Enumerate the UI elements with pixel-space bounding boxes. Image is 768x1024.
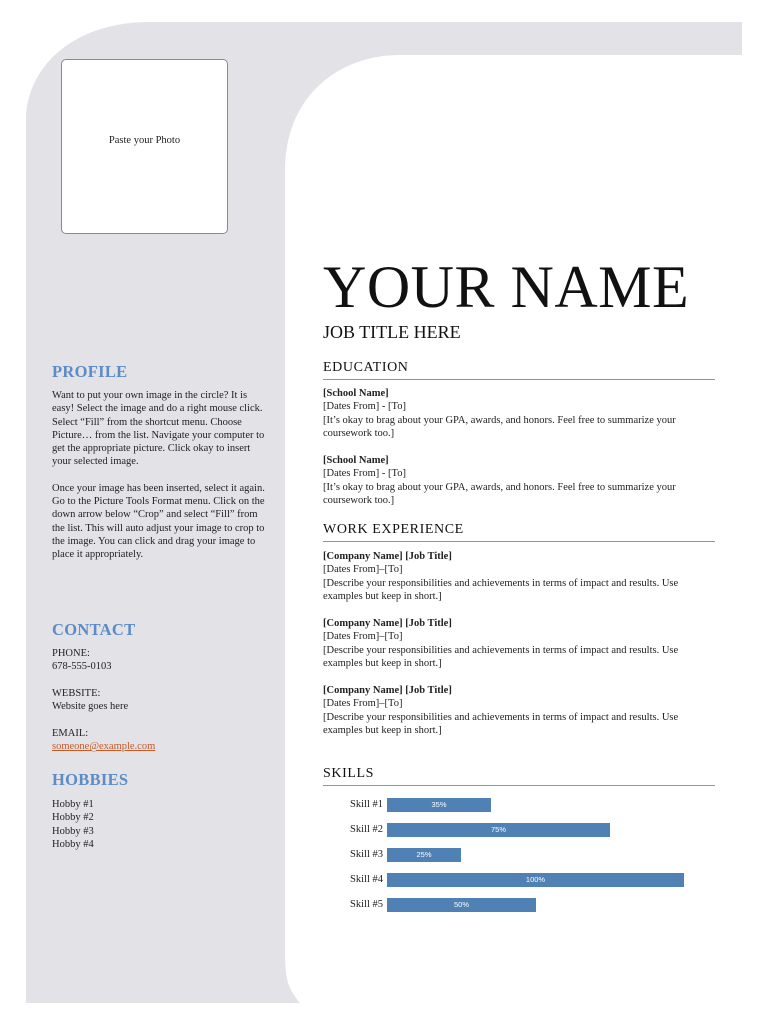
contact-heading: CONTACT — [52, 620, 136, 639]
hobby-item: Hobby #2 — [52, 812, 94, 824]
skill-label: Skill #5 — [350, 899, 383, 910]
work-dates: [Dates From]–[To] — [323, 631, 403, 643]
education-description: [It’s okay to brag about your GPA, awards, and honors. Feel free to summarize your coursework too.] — [323, 414, 676, 439]
education-description: [It’s okay to brag about your GPA, awards, and honors. Feel free to summarize your coursework too.] — [323, 481, 676, 506]
phone-label: PHONE: — [52, 648, 90, 659]
work-description: [Describe your responsibilities and achievements in terms of impact and results. Use examples but keep in short.] — [323, 644, 679, 669]
website-value: Website goes here — [52, 701, 129, 713]
email-label: EMAIL: — [52, 728, 89, 739]
skill-bar: 25% — [387, 848, 461, 862]
work-entry — [323, 617, 718, 670]
education-dates: [Dates From] - [To] — [323, 401, 406, 413]
education-heading: EDUCATION — [323, 360, 715, 380]
skill-label: Skill #4 — [350, 874, 383, 885]
work-dates: [Dates From]–[To] — [323, 564, 403, 576]
company-job-title: [Company Name] [Job Title] — [323, 618, 452, 629]
photo-placeholder[interactable] — [61, 59, 228, 234]
education-entry — [323, 387, 718, 440]
skill-bar: 50% — [387, 898, 536, 912]
work-description: [Describe your responsibilities and achievements in terms of impact and results. Use examples but keep in short.] — [323, 711, 679, 736]
hobby-list — [52, 798, 94, 851]
phone-value: 678-555-0103 — [52, 661, 112, 673]
skill-label: Skill #1 — [350, 799, 383, 810]
skills-heading: SKILLS — [323, 766, 715, 786]
profile-text — [52, 389, 267, 562]
job-title: JOB TITLE HERE — [323, 322, 461, 342]
skill-label: Skill #2 — [350, 824, 383, 835]
hobby-item: Hobby #4 — [52, 838, 94, 850]
photo-placeholder-text: Paste your Photo — [108, 135, 181, 146]
education-entry — [323, 454, 718, 507]
email-link[interactable]: someone@example.com — [52, 741, 156, 753]
hobby-item: Hobby #3 — [52, 825, 94, 837]
website-label: WEBSITE: — [52, 688, 101, 699]
company-job-title: [Company Name] [Job Title] — [323, 551, 452, 562]
work-experience-heading: WORK EXPERIENCE — [323, 522, 715, 542]
work-description: [Describe your responsibilities and achievements in terms of impact and results. Use examples but keep in short.] — [323, 577, 679, 602]
contact-email — [52, 727, 155, 754]
skill-bar: 100% — [387, 873, 684, 887]
skill-bar: 35% — [387, 798, 491, 812]
hobby-item: Hobby #1 — [52, 799, 94, 810]
profile-paragraph-2: Once your image has been inserted, select it again. Go to the Picture Tools Format menu. Click on the down arrow below “Crop” and select “Fill” from the list. This will auto adjust your image to crop to the image. You can click and drag your image to place it appropriately. — [52, 482, 265, 561]
school-name: [School Name] — [323, 388, 389, 399]
education-dates: [Dates From] - [To] — [323, 468, 406, 480]
profile-paragraph-1: Want to put your own image in the circle? It is easy! Select the image and do a right mouse click. Select “Fill” from the shortcut menu. Choose Picture… from the list. Navigate your computer to get the appropriate picture. Click okay to insert your selected image. — [52, 390, 265, 468]
work-dates: [Dates From]–[To] — [323, 698, 403, 710]
contact-website — [52, 687, 128, 714]
school-name: [School Name] — [323, 455, 389, 466]
hobbies-heading: HOBBIES — [52, 770, 129, 789]
skill-label: Skill #3 — [350, 849, 383, 860]
resume-name: YOUR NAME — [323, 254, 690, 320]
contact-phone — [52, 647, 112, 674]
work-entry — [323, 550, 718, 603]
profile-heading: PROFILE — [52, 362, 128, 381]
work-entry — [323, 684, 718, 737]
company-job-title: [Company Name] [Job Title] — [323, 685, 452, 696]
skill-bar: 75% — [387, 823, 610, 837]
